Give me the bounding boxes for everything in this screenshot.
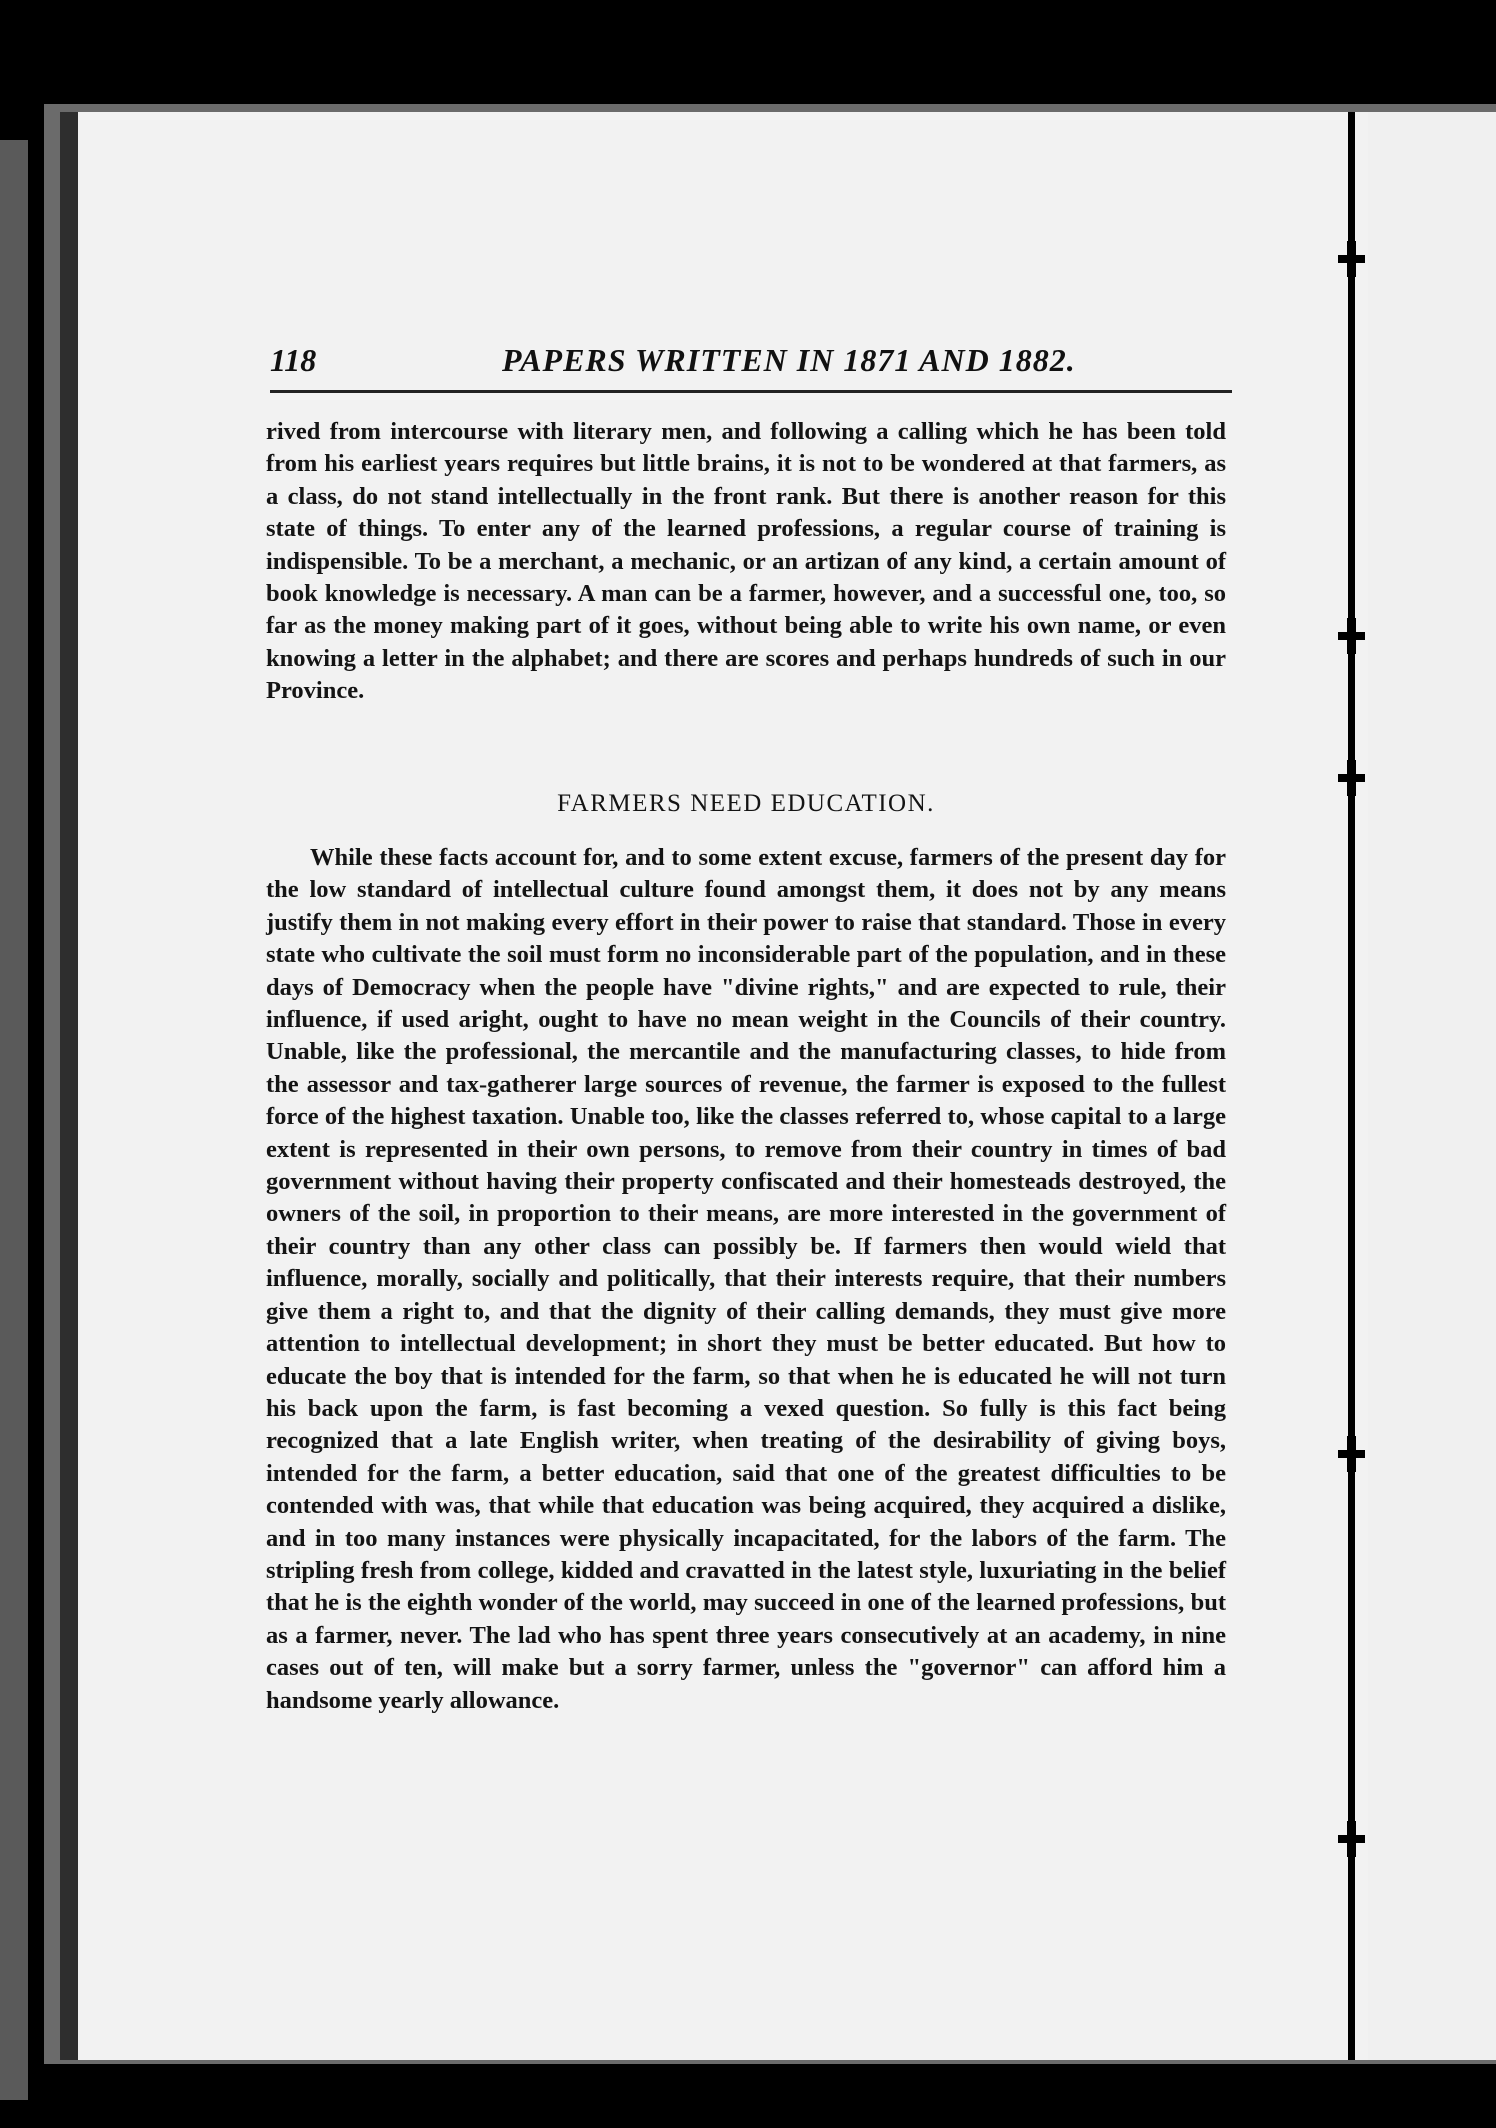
running-title: PAPERS WRITTEN IN 1871 AND 1882. — [502, 342, 1076, 378]
facing-page-edge — [1368, 112, 1496, 2060]
binding-stitch — [1338, 632, 1365, 640]
binding-stitch — [1338, 255, 1365, 263]
page-number: 118 — [270, 342, 317, 378]
header-rule — [270, 390, 1232, 393]
paragraph-1: rived from intercourse with literary men, and following a calling which he has been told from his earliest years requires but little brains, it is not to be wondered at that farmers, as a class, do not stand intellectually in the front rank. But there is another reason for this state of things. To enter any of the learned professions, a regular course of training is indispensible. To be a merchant, a mechanic, or an artizan of any kind, a certain amount of book knowledge is necessary. A man can be a farmer, however, and a successful one, too, so far as the money making part of it goes, without being able to write his own name, or even knowing a letter in the alphabet; and there are scores and perhaps hundreds of such in our Province. — [266, 418, 1226, 705]
binding-stitch — [1338, 1835, 1365, 1843]
page-header — [270, 336, 1232, 392]
section-heading: FARMERS NEED EDUCATION. — [557, 790, 935, 817]
binding-stitch — [1338, 774, 1365, 782]
binding-thread — [1348, 112, 1355, 2060]
left-binding-edge — [0, 140, 28, 2100]
paragraph-2: While these facts account for, and to some extent excuse, farmers of the present day for the low standard of intellectual culture found amongst them, it does not by any means justify them in not making every effort in their power to raise that standard. Those in every state who cultivate the soil must form no inconsiderable part of the population, and in these days of Democracy when the people have "divine rights," and are expected to rule, their influence, if used aright, ought to have no mean weight in the Councils of their country. Unable, like the professional, the mercantile and the manufacturing classes, to hide from the assessor and tax-gatherer large sources of revenue, the farmer is exposed to the fullest force of the highest taxation. Unable too, like the classes referred to, whose capital to a large extent is represented in their own persons, to remove from their country in times of bad government without having their property confiscated and their homesteads destroyed, the owners of the soil, in proportion to their means, are more interested in the government of their country than any other class can possibly be. If farmers then would wield that influence, morally, socially and politically, that their interests require, that their numbers give them a right to, and that the dignity of their calling demands, they must give more attention to intellectual development; in short they must be better educated. But how to educate the boy that is intended for the farm, so that when he is educated he will not turn his back upon the farm, is fast becoming a vexed question. So fully is this fact being recognized that a late English writer, when treating of the desirability of giving boys, intended for the farm, a better education, said that one of the greatest difficulties to be contended with was, that while that education was being acquired, they acquired a dislike, and in too many instances were physically incapacitated, for the labors of the farm. The stripling fresh from college, kidded and cravatted in the latest style, luxuriating in the belief that he is the eighth wonder of the world, may succeed in one of the learned professions, but as a farmer, never. The lad who has spent three years consecutively at an academy, in nine cases out of ten, will make but a sorry farmer, unless the "governor" can afford him a handsome yearly allowance. — [266, 844, 1226, 1714]
binding-stitch — [1338, 1450, 1365, 1458]
